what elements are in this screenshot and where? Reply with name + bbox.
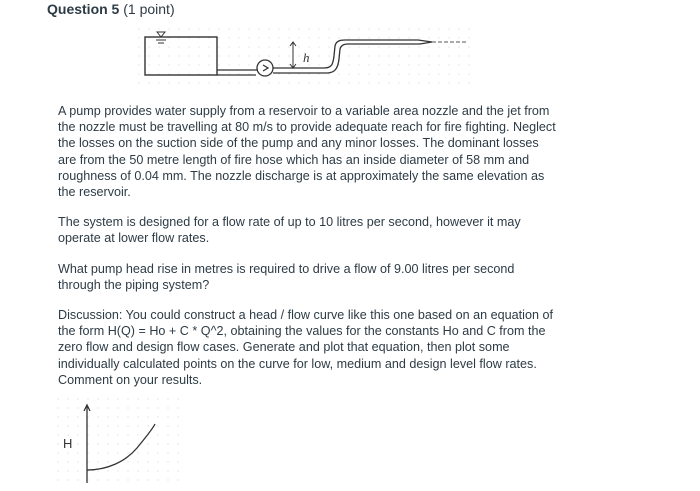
- question-header: [47, 1, 175, 17]
- head-flow-curve-sketch: [57, 398, 185, 488]
- problem-description: A pump provides water supply from a reservoir to a variable area nozzle and the jet from the nozzle must be travelling at 80 m/s to provide adequate reach for fire fighting. Neglect the losses on the suction side of the pump and any minor losses. The dominant losses are from the 50 metre length of fire hose which has an inside diameter of 58 mm and roughness of 0.04 mm. The nozzle discharge is at approximately the same elevation as the reservoir.: [58, 104, 556, 200]
- pump-system-sketch: [138, 28, 478, 86]
- question-title: Question 5: [47, 1, 120, 17]
- question-points: (1 point): [123, 1, 175, 17]
- head-axis-label: H: [63, 436, 73, 451]
- height-label: h: [303, 50, 310, 65]
- discussion-text: Discussion: You could construct a head / flow curve like this one based on an equation of the form H(Q) = Ho + C * Q^2, obtaining the values for the constants Ho and C from the zero flow and design flow cases. Generate and plot that equation, then plot some individually calculated points on the curve for low, medium and design level flow rates. Comment on your results.: [58, 308, 553, 387]
- question-prompt: What pump head rise in metres is required to drive a flow of 9.00 litres per second through the piping system?: [58, 262, 515, 293]
- design-flow-note: The system is designed for a flow rate of up to 10 litres per second, however it may operate at lower flow rates.: [58, 215, 521, 246]
